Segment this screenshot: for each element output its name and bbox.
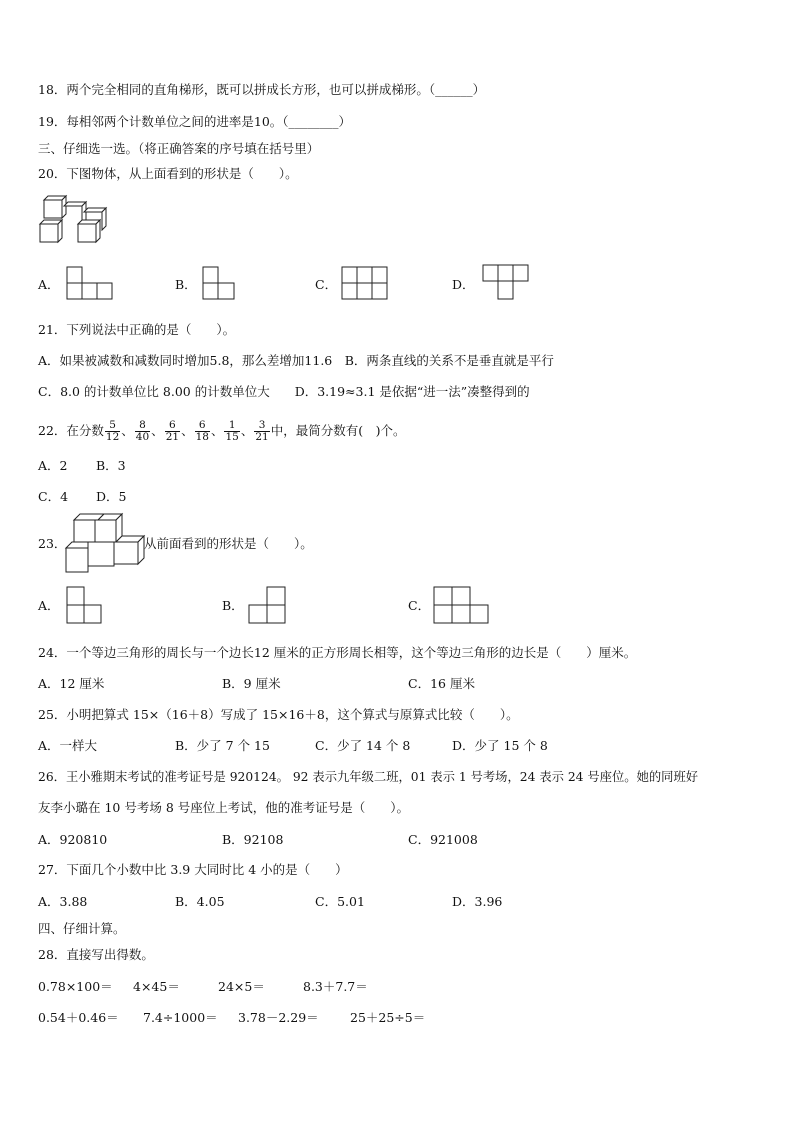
question-18: 18．两个完全相同的直角梯形，既可以拼成长方形，也可以拼成梯形。（______）: [38, 82, 486, 97]
q25-option-a: A．一样大: [38, 738, 98, 753]
fraction: $\frac{8}{40}$: [135, 419, 150, 443]
question-20-stem: 20．下图物体，从上面看到的形状是（ ）。: [38, 166, 298, 181]
q28-item: 7.4÷1000＝: [143, 1010, 218, 1025]
q23-option-a-shape: [66, 586, 104, 626]
question-26-line-2: 友李小璐在 10 号考场 8 号座位上考试，他的准考证号是（ ）。: [38, 800, 410, 815]
q23-option-a-label: A．: [38, 598, 60, 613]
q22-suffix: 中，最简分数有( )个。: [270, 423, 406, 438]
q27-option-c: C．5.01: [315, 894, 365, 909]
q27-option-d: D．3.96: [452, 894, 503, 909]
q27-option-a: A．3.88: [38, 894, 88, 909]
q28-item: 24×5＝: [218, 979, 265, 994]
question-26-line-1: 26．王小雅期末考试的准考证号是 920124。 92 表示九年级二班，01 表示 1 号考场，24 表示 24 号座位。她的同班好: [38, 770, 699, 784]
q28-item: 0.54＋0.46＝: [38, 1010, 119, 1025]
q22-option-a: A．2: [38, 458, 68, 473]
cube-stack-figure-q23: [64, 512, 146, 574]
q20-option-d-label: D．: [452, 277, 475, 292]
question-27-stem: 27．下面几个小数中比 3.9 大同时比 4 小的是（ ）: [38, 862, 348, 877]
q23-option-b-shape: [248, 586, 288, 626]
fraction: $\frac{1}{15}$: [225, 419, 239, 443]
q25-option-c: C．少了 14 个 8: [315, 738, 411, 753]
q22-option-b: B．3: [96, 458, 126, 473]
q20-option-b-label: B．: [175, 277, 197, 292]
q20-option-d-shape: [482, 264, 530, 302]
q23-option-c-shape: [433, 586, 491, 626]
fraction: $\frac{6}{18}$: [195, 419, 209, 443]
question-25-stem: 25．小明把算式 15×（16＋8）写成了 15×16＋8，这个算式与原算式比较（ ）。: [38, 707, 519, 722]
q24-option-b: B．9 厘米: [222, 676, 281, 691]
q20-option-c-shape: [341, 266, 389, 300]
question-24-stem: 24．一个等边三角形的周长与一个边长12 厘米的正方形周长相等，这个等边三角形的边长是（ ）厘米。: [38, 645, 637, 660]
q27-option-b: B．4.05: [175, 894, 225, 909]
question-23-number: 23．: [38, 536, 67, 551]
q21-options-line-2: C．8.0 的计数单位比 8.00 的计数单位大 D．3.19≈3.1 是依据“进一法”凑整得到的: [38, 384, 530, 399]
fraction: $\frac{3}{21}$: [255, 419, 269, 443]
cube-stack-figure-q20: [38, 192, 110, 248]
q23-option-c-label: C．: [408, 598, 431, 613]
question-19: 19．每相邻两个计数单位之间的进率是10。（________）: [38, 114, 352, 129]
question-23-stem: 从前面看到的形状是（ ）。: [144, 536, 313, 551]
question-28-stem: 28．直接写出得数。: [38, 947, 154, 962]
q23-option-b-label: B．: [222, 598, 244, 613]
section-4-heading: 四、仔细计算。: [38, 921, 126, 936]
q25-option-b: B．少了 7 个 15: [175, 738, 270, 753]
q26-option-a: A．920810: [38, 832, 108, 847]
q28-item: 25＋25÷5＝: [350, 1010, 426, 1025]
question-21-stem: 21．下列说法中正确的是（ ）。: [38, 322, 236, 337]
q20-option-a-shape: [66, 266, 114, 300]
question-22-stem: 22．在分数 $\frac{5}{12}$ 、 $\frac{8}{40}$ 、 $\frac{6}{21}$ 、 $\frac{6}{18}$ 、 $\frac{1}{15}$ 、 $\frac{3}{21}$ 中，最简分数有( )个。: [38, 419, 406, 443]
q24-option-c: C．16 厘米: [408, 676, 475, 691]
q21-options-line-1: A．如果被减数和减数同时增加5.8，那么差增加11.6 B．两条直线的关系不是垂直就是平行: [38, 353, 554, 368]
q20-option-b-shape: [202, 266, 236, 300]
q22-option-d: D．5: [96, 489, 127, 504]
q24-option-a: A．12 厘米: [38, 676, 105, 691]
q26-option-c: C．921008: [408, 832, 478, 847]
section-3-heading: 三、仔细选一选。（将正确答案的序号填在括号里）: [38, 141, 320, 156]
q28-item: 4×45＝: [133, 979, 180, 994]
q28-item: 0.78×100＝: [38, 979, 113, 994]
q28-item: 3.78－2.29＝: [238, 1010, 319, 1025]
fraction: $\frac{6}{21}$: [165, 419, 180, 443]
fraction: $\frac{5}{12}$: [105, 419, 120, 443]
q20-option-c-label: C．: [315, 277, 338, 292]
q25-option-d: D．少了 15 个 8: [452, 738, 548, 753]
q26-option-b: B．92108: [222, 832, 284, 847]
q20-option-a-label: A．: [38, 277, 60, 292]
q28-item: 8.3＋7.7＝: [303, 979, 368, 994]
q22-prefix: 22．在分数: [38, 423, 104, 438]
q22-option-c: C．4: [38, 489, 69, 504]
